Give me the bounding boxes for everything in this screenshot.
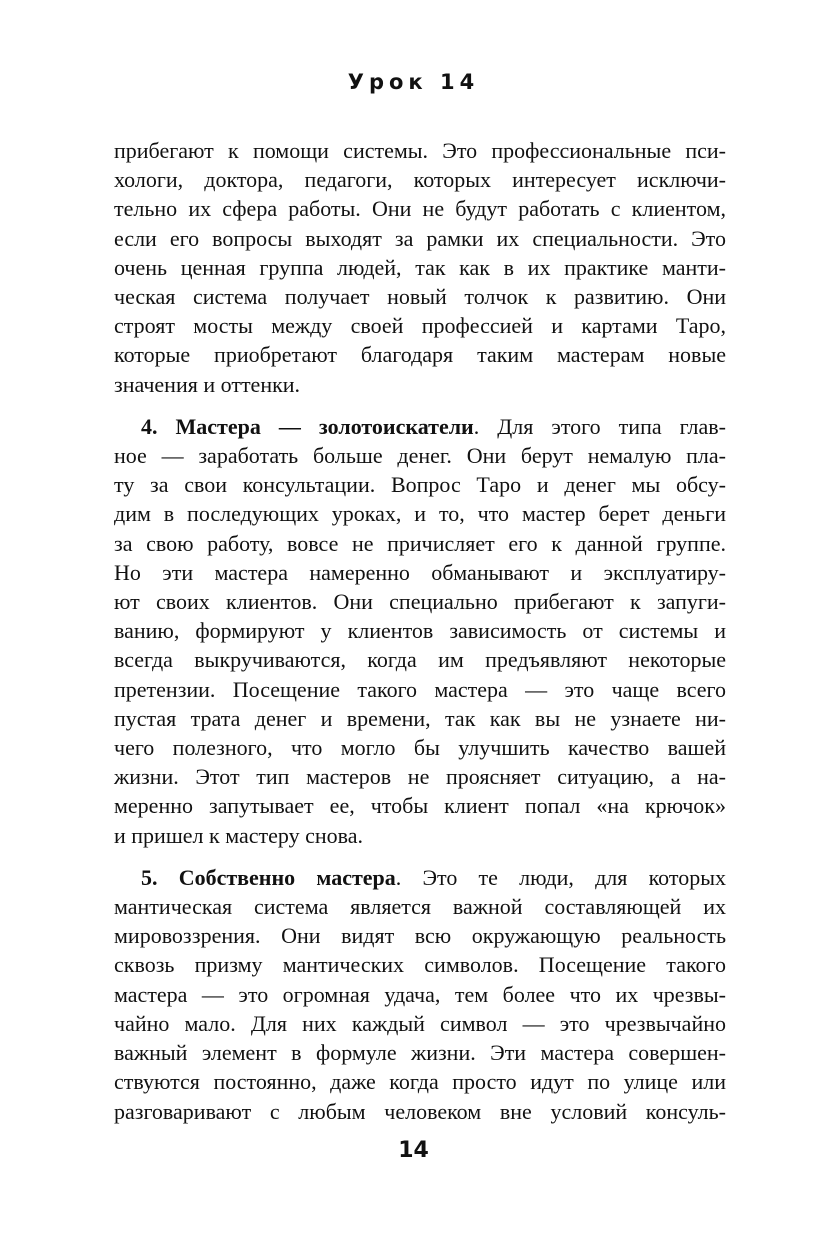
text-line: очень ценная группа людей, так как в их практике манти-: [114, 254, 726, 280]
text-line: если его вопросы выходят за рамки их специальности. Это: [114, 225, 726, 251]
paragraph-gap: [114, 850, 726, 863]
text-line: мастера — это огромная удача, тем более что их чрезвы-: [114, 981, 726, 1007]
paragraph-continuation: [114, 136, 726, 399]
text-line: ванию, формируют у клиентов зависимость от системы и: [114, 618, 726, 644]
text-line: всегда выкручиваются, когда им предъявляют некоторые: [114, 647, 726, 673]
text-line-first: [114, 412, 726, 441]
text-line: пустая трата денег и времени, так как вы не узнаете ни-: [114, 705, 726, 731]
page-number: 14: [398, 1138, 429, 1163]
text-run: . Это те люди, для которых: [395, 864, 726, 890]
text-line: мантическая система является важной составляющей их: [114, 894, 726, 920]
text-line: ту за свои консультации. Вопрос Таро и денег мы обсу-: [114, 472, 726, 498]
text-line: мировоззрения. Они видят всю окружающую реальность: [114, 923, 726, 949]
text-line: которые приобретают благодаря таким мастерам новые: [114, 342, 726, 368]
text-line: ствуются постоянно, даже когда просто идут по улице или: [114, 1069, 726, 1095]
text-line: меренно запутывает ее, чтобы клиент попал «на крючок»: [114, 793, 726, 819]
text-line: важный элемент в формуле жизни. Эти мастера совершен-: [114, 1040, 726, 1066]
text-line: чего полезного, что могло бы улучшить качество вашей: [114, 735, 726, 761]
body-text: [114, 136, 726, 1126]
paragraph-gold-seekers: [114, 412, 726, 850]
text-line: сквозь призму мантических символов. Посещение такого: [114, 952, 726, 978]
paragraph-true-masters: [114, 863, 726, 1126]
text-line: разговаривают с любым человеком вне условий консуль-: [114, 1098, 726, 1124]
item-heading-gold-seekers: 4. Мастера — золотоискатели: [141, 413, 474, 439]
text-line: хологи, доктора, педагоги, которых интересует исключи-: [114, 167, 726, 193]
text-line-first: [114, 863, 726, 892]
text-line: жизни. Этот тип мастеров не проясняет ситуацию, а на-: [114, 764, 726, 790]
running-head: Урок 14: [347, 70, 480, 94]
text-line: ческая система получает новый толчок к развитию. Они: [114, 284, 726, 310]
text-line: ное — заработать больше денег. Они берут немалую пла-: [114, 443, 726, 469]
text-line: чайно мало. Для них каждый символ — это чрезвычайно: [114, 1010, 726, 1036]
item-heading-true-masters: 5. Собственно мастера: [141, 864, 396, 890]
text-line: за свою работу, вовсе не причисляет его к данной группе.: [114, 530, 726, 556]
text-line: дим в последующих уроках, и то, что мастер берет деньги: [114, 501, 726, 527]
text-line: прибегают к помощи системы. Это профессиональные пси-: [114, 138, 726, 163]
paragraph-gap: [114, 399, 726, 412]
text-line: значения и оттенки.: [114, 371, 301, 397]
text-line: и пришел к мастеру снова.: [114, 822, 363, 848]
text-line: Но эти мастера намеренно обманывают и эксплуатиру-: [114, 559, 726, 585]
text-line: претензии. Посещение такого мастера — это чаще всего: [114, 676, 726, 702]
text-run: . Для этого типа глав-: [473, 413, 726, 439]
text-line: тельно их сфера работы. Они не будут работать с клиентом,: [114, 196, 726, 222]
text-line: строят мосты между своей профессией и картами Таро,: [114, 313, 726, 339]
text-line: ют своих клиентов. Они специально прибегают к запуги-: [114, 589, 726, 615]
